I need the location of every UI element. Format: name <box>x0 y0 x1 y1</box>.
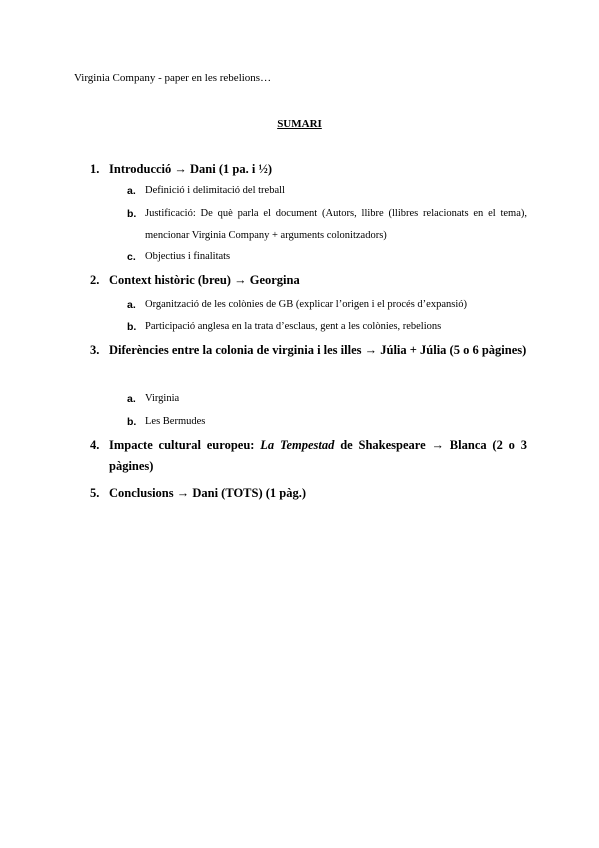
subitem-letter: a. <box>127 299 136 311</box>
subitem-text: Objectius i finalitats <box>145 251 231 262</box>
item-number: 3. <box>90 343 100 357</box>
subitem-letter: b. <box>127 208 137 220</box>
subitem-2a <box>127 294 527 316</box>
item-label: Context històric (breu) → Georgina <box>109 273 300 287</box>
subitem-1a <box>127 180 527 202</box>
summary-item-3 <box>90 340 527 361</box>
item-label <box>109 435 527 477</box>
summary-item-2 <box>90 270 527 291</box>
subitem-text: Participació anglesa en la trata d’esclaus, gent a les colònies, rebelions <box>145 321 442 332</box>
item-label: Conclusions → Dani (TOTS) (1 pàg.) <box>109 486 307 500</box>
subitem-letter: b. <box>127 416 137 428</box>
item-label: Diferències entre la colonia de virginia i les illes → Júlia + Júlia (5 o 6 pàgines) <box>109 343 527 357</box>
summary-title: SUMARI <box>277 118 322 130</box>
item-label-work-title: La Tempestad <box>260 438 335 452</box>
item-number: 4. <box>90 438 100 452</box>
subitem-3b <box>127 411 527 433</box>
summary-item-4 <box>90 435 527 477</box>
item-label-prefix: Impacte cultural europeu: <box>109 438 261 452</box>
item-number: 5. <box>90 486 100 500</box>
subitem-letter: b. <box>127 321 137 333</box>
summary-item-1 <box>90 159 527 180</box>
subitem-text: Virginia <box>145 393 180 404</box>
item-number: 1. <box>90 162 100 176</box>
subitem-letter: a. <box>127 393 136 405</box>
subitem-letter: a. <box>127 185 136 197</box>
summary-item-5 <box>90 483 527 504</box>
subitem-text: Les Bermudes <box>145 416 206 427</box>
subitem-letter: c. <box>127 251 136 263</box>
item-number: 2. <box>90 273 100 287</box>
subitem-1c <box>127 246 527 268</box>
document-header: Virginia Company - paper en les rebelions… <box>74 72 272 84</box>
item-label: Introducció → Dani (1 pa. i ½) <box>109 162 272 176</box>
item-label-suffix: de Shakespeare → Blanca (2 o 3 pàgines) <box>109 438 527 473</box>
subitem-text: Justificació: De què parla el document (Autors, llibre (llibres relacionats en el tema), mencionar Virginia Company + arguments colonitzadors) <box>145 208 527 241</box>
subitem-2b <box>127 316 527 338</box>
subitem-3a <box>127 388 527 410</box>
subitem-text: Organització de les colònies de GB (explicar l’origen i el procés d’expansió) <box>145 299 467 310</box>
subitem-text: Definició i delimitació del treball <box>145 185 285 196</box>
subitem-1b <box>127 203 527 247</box>
